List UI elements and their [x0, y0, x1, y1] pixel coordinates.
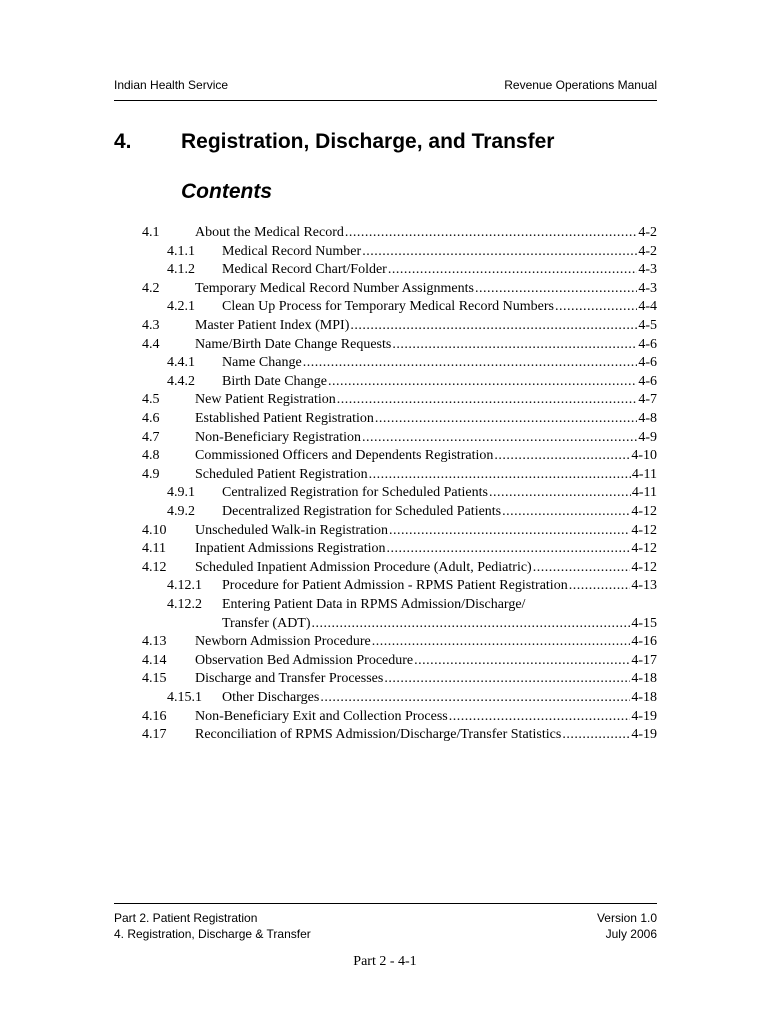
- toc-entry[interactable]: [0, 446, 770, 465]
- toc-entry[interactable]: [0, 595, 770, 614]
- toc-section-number: 4.15.1: [167, 690, 202, 705]
- toc-section-number: 4.4: [142, 336, 160, 352]
- toc-leader-dots: [362, 242, 637, 261]
- toc-page-number: 4-19: [631, 708, 657, 724]
- toc-section-title: Birth Date Change: [222, 373, 327, 389]
- toc-page-number: 4-12: [631, 504, 657, 519]
- toc-leader-dots: [449, 707, 631, 726]
- toc-leader-dots: [389, 521, 630, 540]
- toc-page-number: 4-3: [638, 280, 657, 296]
- toc-entry[interactable]: [0, 539, 770, 558]
- toc-section-title: Name/Birth Date Change Requests: [195, 336, 392, 352]
- toc-leader-dots: [350, 316, 637, 335]
- toc-section-number: 4.9: [142, 466, 160, 482]
- toc-leader-dots: [555, 297, 637, 316]
- toc-page-number: 4-2: [638, 243, 657, 259]
- toc-section-title: Medical Record Number: [222, 243, 362, 259]
- footer-part: Part 2. Patient Registration: [114, 911, 258, 925]
- toc-section-title: Entering Patient Data in RPMS Admission/Discharge/: [222, 597, 526, 612]
- toc-section-title: Other Discharges: [222, 690, 320, 705]
- toc-page-number: 4-16: [631, 634, 657, 650]
- toc-section-number: 4.14: [142, 652, 167, 668]
- toc-page-number: 4-17: [631, 652, 657, 668]
- toc-leader-dots: [369, 465, 631, 484]
- toc-leader-dots: [392, 335, 637, 354]
- toc-section-title: Unscheduled Walk-in Registration: [195, 522, 389, 538]
- toc-leader-dots: [494, 446, 630, 465]
- toc-leader-dots: [372, 632, 631, 651]
- page-footer: [114, 910, 657, 944]
- toc-section-number: 4.1.2: [167, 262, 195, 278]
- toc-section-number: 4.6: [142, 411, 160, 426]
- toc-entry[interactable]: [0, 614, 770, 633]
- toc-section-title: Master Patient Index (MPI): [195, 318, 350, 333]
- toc-section-title: Name Change: [222, 355, 302, 371]
- footer-chapter: 4. Registration, Discharge & Transfer: [114, 927, 311, 941]
- toc-section-number: 4.7: [142, 429, 160, 445]
- toc-leader-dots: [337, 390, 638, 409]
- toc-page-number: 4-6: [638, 373, 657, 389]
- toc-leader-dots: [328, 372, 637, 391]
- toc-section-title: Commissioned Officers and Dependents Registration: [195, 448, 494, 464]
- toc-section-title: Non-Beneficiary Exit and Collection Process: [195, 708, 448, 724]
- toc-page-number: 4-10: [631, 448, 657, 464]
- toc-leader-dots: [320, 688, 630, 707]
- toc-leader-dots: [388, 260, 637, 279]
- toc-section-number: 4.17: [142, 727, 167, 743]
- toc-section-title: Medical Record Chart/Folder: [222, 262, 387, 278]
- toc-leader-dots: [569, 576, 631, 595]
- toc-entry[interactable]: [0, 409, 770, 428]
- toc-section-title: Observation Bed Admission Procedure: [195, 652, 414, 668]
- toc-section-number: 4.9.2: [167, 504, 195, 519]
- toc-section-title: Scheduled Patient Registration: [195, 466, 368, 482]
- toc-page-number: 4-5: [638, 318, 657, 333]
- chapter-title: Registration, Discharge, and Transfer: [181, 130, 555, 153]
- toc-section-title: Procedure for Patient Admission - RPMS Patient Registration: [222, 578, 568, 594]
- chapter-number: 4.: [114, 130, 132, 153]
- toc-page-number: 4-12: [631, 522, 657, 538]
- toc-section-title: Decentralized Registration for Scheduled Patients: [222, 504, 502, 519]
- toc-entry[interactable]: [0, 483, 770, 502]
- toc-page-number: 4-13: [631, 578, 657, 594]
- toc-leader-dots: [375, 409, 637, 428]
- toc-leader-dots: [533, 558, 631, 577]
- toc-entry[interactable]: [0, 390, 770, 409]
- toc-entry[interactable]: [0, 297, 770, 316]
- toc-page-number: 4-6: [638, 355, 657, 371]
- toc-entry[interactable]: [0, 707, 770, 726]
- toc-leader-dots: [312, 614, 631, 633]
- toc-entry[interactable]: [0, 223, 770, 242]
- toc-entry[interactable]: [0, 521, 770, 540]
- toc-leader-dots: [414, 651, 630, 670]
- toc-leader-dots: [362, 428, 637, 447]
- toc-page-number: 4-9: [638, 429, 657, 445]
- toc-page-number: 4-15: [631, 615, 657, 631]
- toc-entry[interactable]: [0, 353, 770, 372]
- toc-entry[interactable]: [0, 669, 770, 688]
- toc-page-number: 4-8: [638, 411, 657, 426]
- toc-leader-dots: [387, 539, 631, 558]
- toc-entry[interactable]: [0, 242, 770, 261]
- toc-page-number: 4-19: [631, 727, 657, 743]
- toc-entry[interactable]: [0, 260, 770, 279]
- footer-divider: [114, 903, 657, 904]
- toc-page-number: 4-6: [638, 336, 657, 352]
- page-header: [114, 78, 657, 96]
- toc-page-number: 4-4: [638, 299, 657, 315]
- toc-section-number: 4.16: [142, 708, 167, 724]
- toc-section-number: 4.15: [142, 671, 167, 687]
- contents-heading: Contents: [181, 180, 272, 203]
- toc-entry[interactable]: [0, 372, 770, 391]
- toc-section-number: 4.9.1: [167, 485, 195, 501]
- toc-section-title: New Patient Registration: [195, 392, 336, 408]
- toc-section-title: About the Medical Record: [195, 225, 344, 240]
- toc-section-number: 4.13: [142, 634, 167, 650]
- toc-section-number: 4.10: [142, 522, 167, 538]
- toc-section-number: 4.4.1: [167, 355, 195, 371]
- toc-entry[interactable]: [0, 688, 770, 707]
- toc-section-number: 4.2: [142, 280, 160, 296]
- toc-leader-dots: [303, 353, 638, 372]
- toc-page-number: 4-12: [631, 541, 657, 557]
- toc-section-title: Newborn Admission Procedure: [195, 634, 371, 650]
- toc-section-number: 4.1.1: [167, 243, 195, 259]
- footer-date: July 2006: [605, 927, 657, 941]
- toc-leader-dots: [489, 483, 631, 502]
- toc-section-number: 4.5: [142, 392, 160, 408]
- toc-entry[interactable]: [0, 316, 770, 335]
- toc-section-title: Centralized Registration for Scheduled Patients: [222, 485, 488, 501]
- toc-entry[interactable]: [0, 632, 770, 651]
- toc-page-number: 4-11: [631, 485, 657, 501]
- toc-section-number: 4.8: [142, 448, 160, 464]
- toc-section-number: 4.2.1: [167, 299, 195, 315]
- toc-section-number: 4.1: [142, 225, 160, 240]
- toc-entry[interactable]: [0, 428, 770, 447]
- toc-entry[interactable]: [0, 651, 770, 670]
- toc-section-title: Discharge and Transfer Processes: [195, 671, 384, 687]
- toc-entry[interactable]: [0, 725, 770, 744]
- header-organization: Indian Health Service: [114, 78, 229, 92]
- toc-leader-dots: [562, 725, 630, 744]
- toc-page-number: 4-11: [631, 466, 657, 482]
- toc-page-number: 4-12: [631, 559, 657, 575]
- toc-section-number: 4.11: [142, 541, 166, 557]
- toc-entry[interactable]: [0, 279, 770, 298]
- toc-page-number: 4-18: [631, 690, 657, 705]
- footer-version: Version 1.0: [596, 911, 657, 925]
- toc-section-title: Inpatient Admissions Registration: [195, 541, 386, 557]
- toc-section-title: Non-Beneficiary Registration: [195, 429, 362, 445]
- toc-leader-dots: [475, 279, 637, 298]
- toc-entry[interactable]: [0, 335, 770, 354]
- toc-section-number: 4.12.1: [167, 578, 202, 594]
- header-divider: [114, 100, 657, 101]
- toc-page-number: 4-3: [638, 262, 657, 278]
- toc-entry[interactable]: [0, 558, 770, 577]
- toc-section-number: 4.4.2: [167, 373, 195, 389]
- toc-page-number: 4-7: [638, 392, 657, 408]
- toc-section-title: Established Patient Registration: [195, 411, 374, 426]
- toc-leader-dots: [345, 223, 637, 242]
- toc-section-title: Clean Up Process for Temporary Medical Record Numbers: [222, 299, 554, 315]
- toc-entry[interactable]: [0, 465, 770, 484]
- toc-section-title: Temporary Medical Record Number Assignments: [195, 280, 474, 296]
- toc-section-number: 4.3: [142, 318, 160, 333]
- header-manual-title: Revenue Operations Manual: [504, 78, 657, 92]
- toc-section-title: Scheduled Inpatient Admission Procedure (Adult, Pediatric): [195, 559, 532, 575]
- toc-section-number: 4.12: [142, 559, 167, 575]
- toc-section-number: 4.12.2: [167, 597, 202, 612]
- toc-section-title: Transfer (ADT): [222, 615, 311, 631]
- toc-page-number: 4-18: [631, 671, 657, 687]
- page-number: Part 2 - 4-1: [353, 954, 417, 969]
- toc-entry[interactable]: [0, 576, 770, 595]
- toc-section-title: Reconciliation of RPMS Admission/Discharge/Transfer Statistics: [195, 727, 562, 743]
- toc-page-number: 4-2: [638, 225, 657, 240]
- toc-entry[interactable]: [0, 502, 770, 521]
- toc-leader-dots: [384, 669, 630, 688]
- toc-leader-dots: [502, 502, 630, 521]
